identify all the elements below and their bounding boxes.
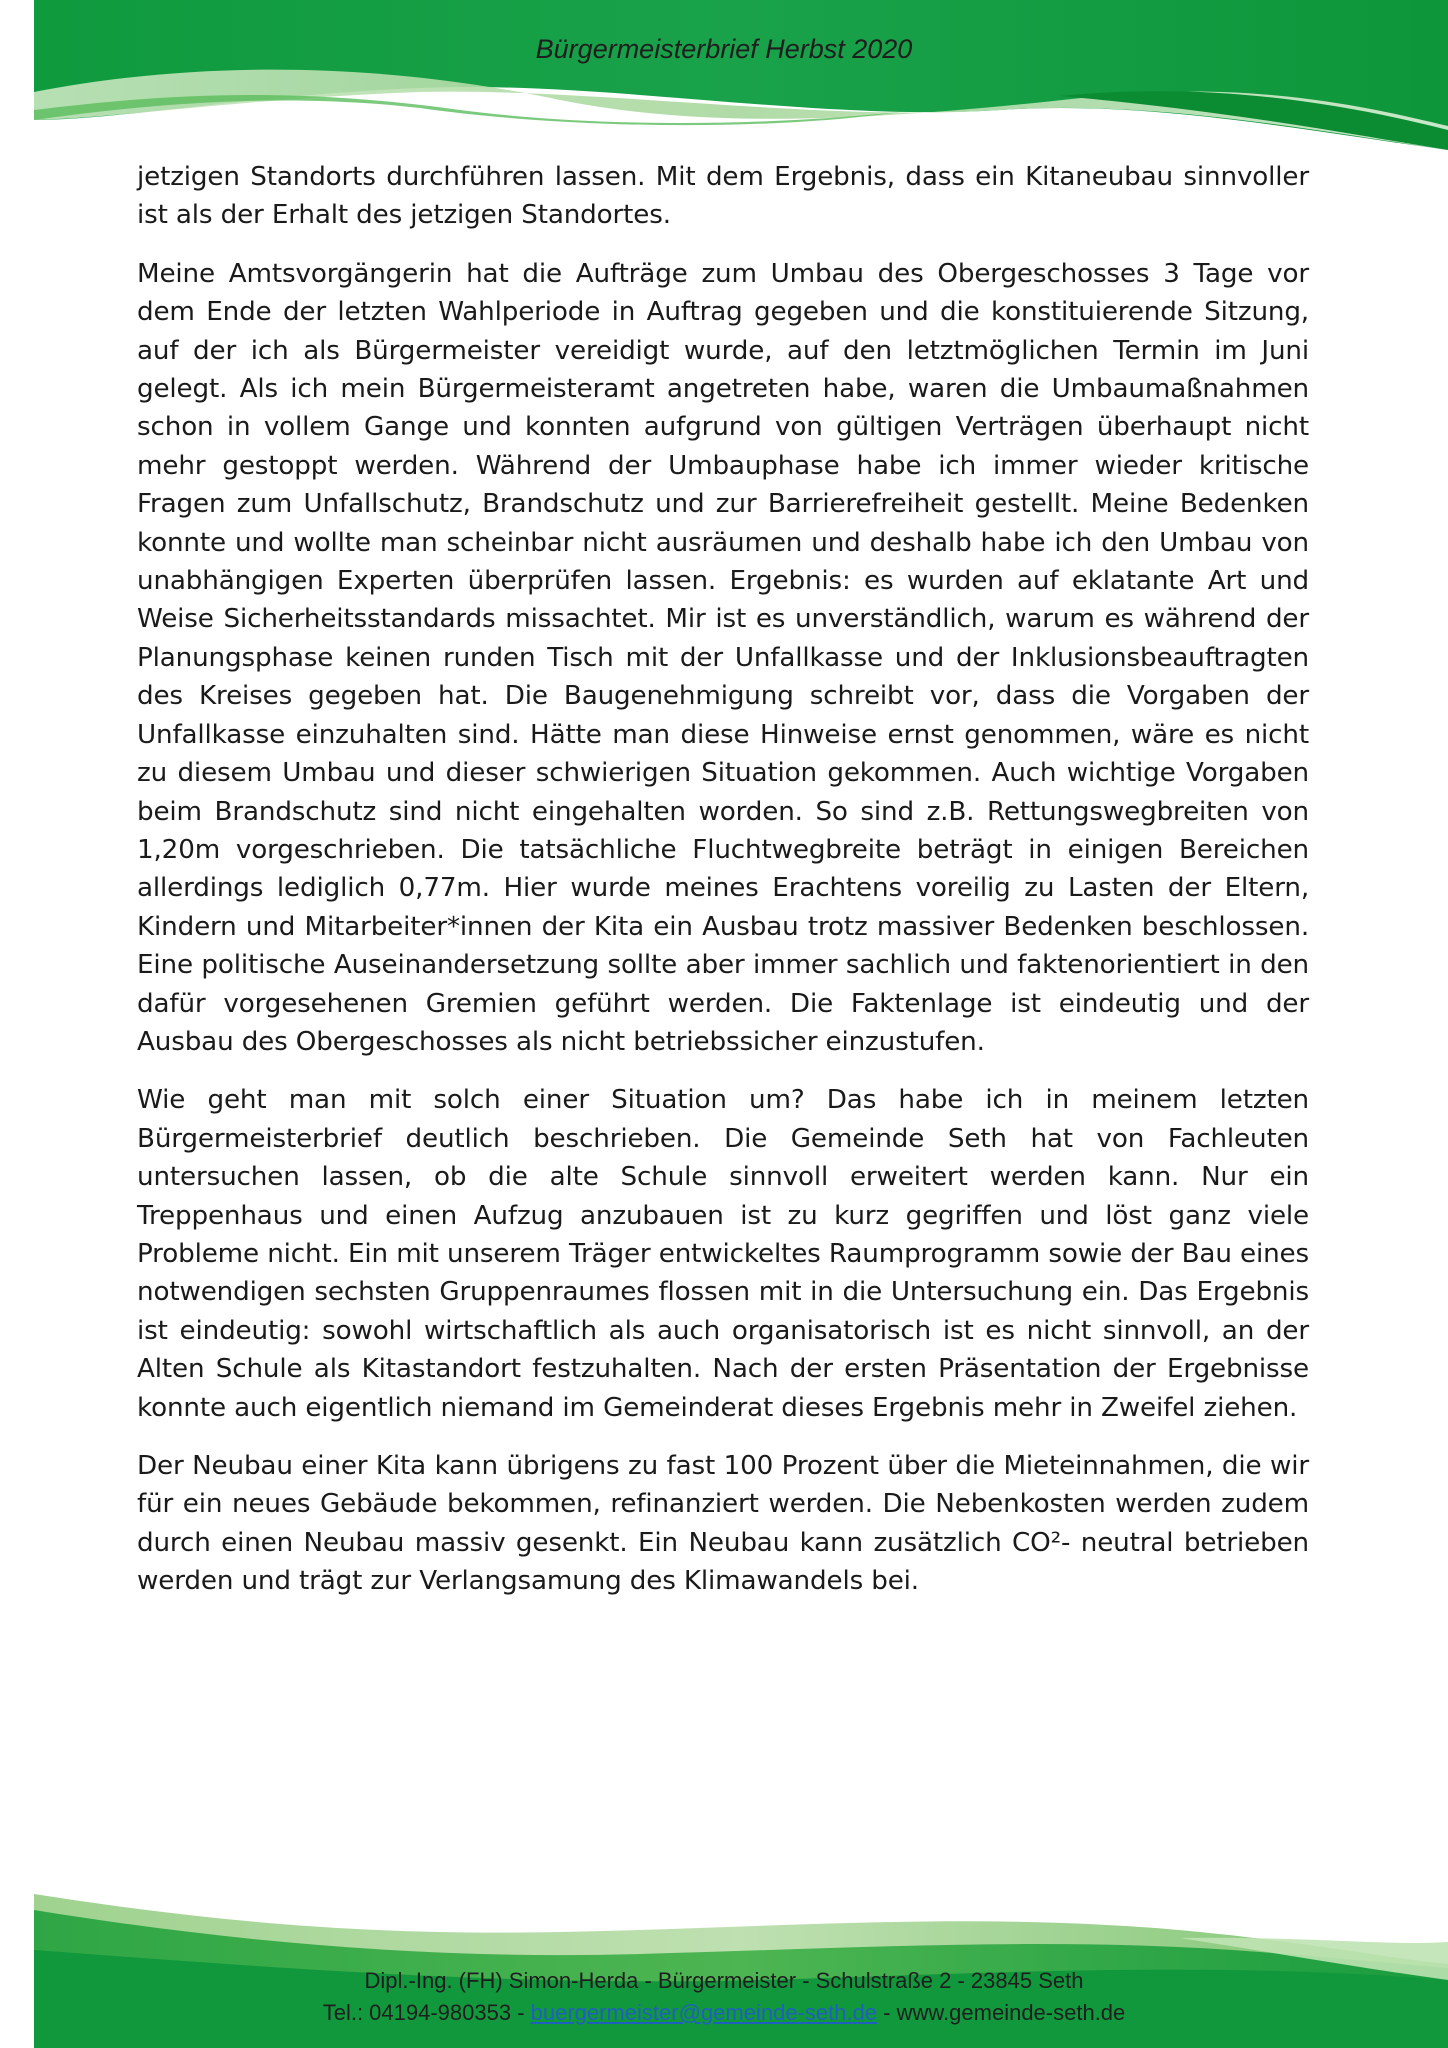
footer-website[interactable]: - www.gemeinde-seth.de (877, 2000, 1126, 2025)
header-title: Bürgermeisterbrief Herbst 2020 (535, 34, 913, 64)
footer-email-link[interactable]: buergermeister@gemeinde-seth.de (530, 2000, 878, 2025)
footer-phone: Tel.: 04194-980353 - (322, 2000, 531, 2025)
footer-contact (0, 2000, 1448, 2026)
footer-address: Dipl.-Ing. (FH) Simon-Herda - Bürgermeister - Schulstraße 2 - 23845 Seth (364, 1968, 1084, 1993)
header-wave-banner (0, 0, 1448, 160)
paragraph: Wie geht man mit solch einer Situation um? Das habe ich in meinem letzten Bürgermeisterbrief deutlich beschrieben. Die Gemeinde Seth hat von Fachleuten untersuchen lassen, ob die alte Schule sinnvoll erweitert werden kann. Nur ein Treppenhaus und einen Aufzug anzubauen ist zu kurz gegriffen und löst ganz viele Probleme nicht. Ein mit unserem Träger entwickeltes Raumprogramm sowie der Bau eines notwendigen sechsten Gruppenraumes flossen mit in die Untersuchung ein. Das Ergebnis ist eindeutig: sowohl wirtschaftlich als auch organisatorisch ist es nicht sinnvoll, an der Alten Schule als Kitastandort festzuhalten. Nach der ersten Präsentation der Ergebnisse konnte auch eigentlich niemand im Gemeinderat dieses Ergebnis mehr in Zweifel ziehen. (137, 1085, 1309, 1423)
paragraph: Meine Amtsvorgängerin hat die Aufträge zum Umbau des Obergeschosses 3 Tage vor dem Ende der letzten Wahlperiode in Auftrag gegeben und die konstituierende Sitzung, auf der ich als Bürgermeister vereidigt wurde, auf den letztmöglichen Termin im Juni gelegt. Als ich mein Bürgermeisteramt angetreten habe, waren die Umbaumaßnahmen schon in vollem Gange und konnten aufgrund von gültigen Verträgen überhaupt nicht mehr gestoppt werden. Während der Umbauphase habe ich immer wieder kritische Fragen zum Unfallschutz, Brandschutz und zur Barrierefreiheit gestellt. Meine Bedenken konnte und wollte man scheinbar nicht ausräumen und deshalb habe ich den Umbau von unabhängigen Experten überprüfen lassen. Ergebnis: es wurden auf eklatante Art und Weise Sicherheitsstandards missachtet. Mir ist es unverständlich, warum es während der Planungsphase keinen runden Tisch mit der Unfallkasse und der Inklusionsbeauftragten des Kreises gegeben hat. Die Baugenehmigung schreibt vor, dass die Vorgaben der Unfallkasse einzuhalten sind. Hätte man diese Hinweise ernst genommen, wäre es nicht zu diesem Umbau und dieser schwierigen Situation gekommen. Auch wichtige Vorgaben beim Brandschutz sind nicht eingehalten worden. So sind z.B. Rettungswegbreiten von 1,20m vorgeschrieben. Die tatsächliche Fluchtwegbreite beträgt in einigen Bereichen allerdings lediglich 0,77m. Hier wurde meines Erachtens voreilig zu Lasten der Eltern, Kindern und Mitarbeiter*innen der Kita ein Ausbau trotz massiver Bedenken beschlossen. Eine politische Auseinandersetzung sollte aber immer sachlich und faktenorientiert in den dafür vorgesehenen Gremien geführt werden. Die Faktenlage ist eindeutig und der Ausbau des Obergeschosses als nicht betriebssicher einzustufen. (137, 258, 1309, 1057)
paragraph: Der Neubau einer Kita kann übrigens zu fast 100 Prozent über die Mieteinnahmen, die wir für ein neues Gebäude bekommen, refinanziert werden. Die Nebenkosten werden zudem durch einen Neubau massiv gesenkt. Ein Neubau kann zusätzlich CO²- neutral betrieben werden und trägt zur Verlangsamung des Klimawandels bei. (137, 1451, 1309, 1597)
paragraph: jetzigen Standorts durchführen lassen. Mit dem Ergebnis, dass ein Kitaneubau sinnvoller ist als der Erhalt des jetzigen Standortes. (137, 162, 1309, 231)
letter-body (137, 158, 1309, 1621)
